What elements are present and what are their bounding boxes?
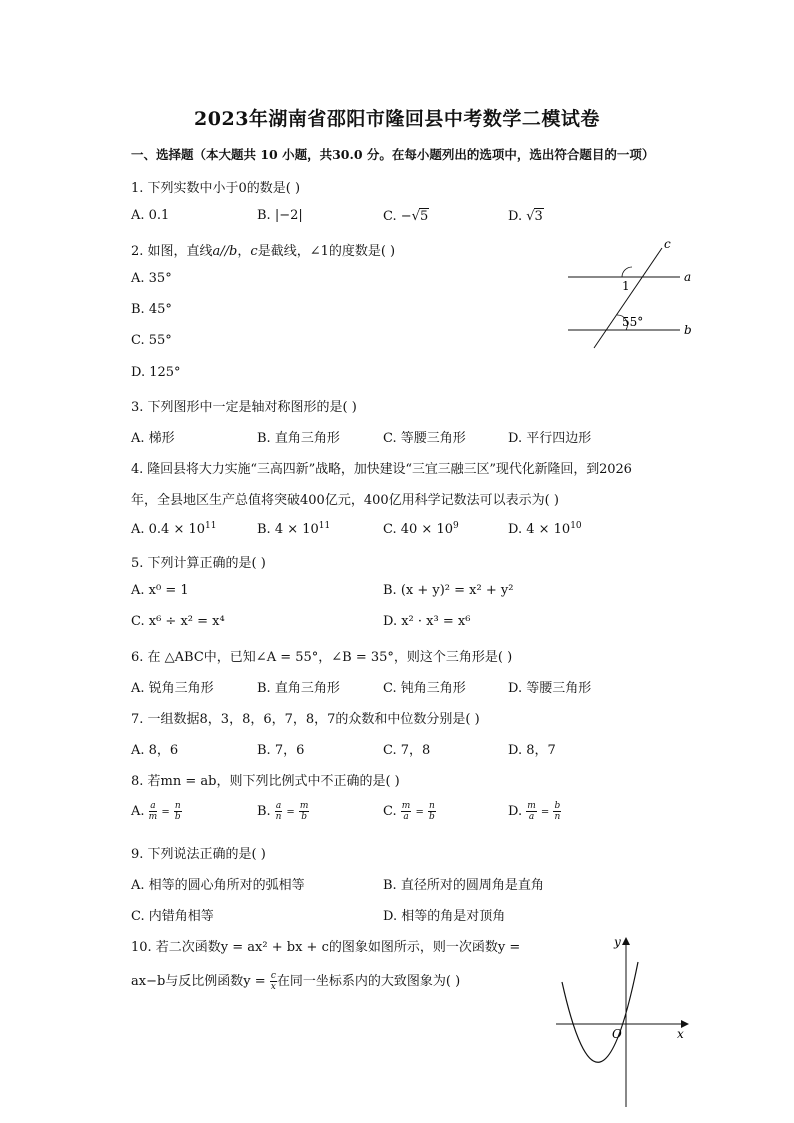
q5-option-b: B. (x + y)² = x² + y² bbox=[383, 583, 514, 598]
q6-option-a: A. 锐角三角形 bbox=[131, 681, 214, 696]
q8-option-b: B. $\frac{a}{n}$ = $\frac{m}{b}$ bbox=[257, 801, 309, 822]
q2-option-b: B. 45° bbox=[131, 302, 172, 317]
parabola-figure bbox=[552, 932, 697, 1112]
question-9-stem: 9. 下列说法正确的是( ) bbox=[131, 847, 266, 862]
q2-option-c: C. 55° bbox=[131, 333, 172, 348]
q3-option-b: B. 直角三角形 bbox=[257, 431, 340, 446]
label-c: c bbox=[664, 237, 671, 251]
q9-option-c: C. 内错角相等 bbox=[131, 909, 214, 924]
q1-option-b: B. |−2| bbox=[257, 208, 303, 223]
q1-option-c: C. −√5 bbox=[383, 209, 429, 224]
question-10-line-1: 10. 若二次函数y = ax² + bx + c的图象如图所示，则一次函数y = bbox=[131, 940, 521, 955]
q2-option-d: D. 125° bbox=[131, 365, 181, 380]
q6-option-b: B. 直角三角形 bbox=[257, 681, 340, 696]
question-6-stem: 6. 在 △ABC中，已知∠A = 55°，∠B = 35°，则这个三角形是( ) bbox=[131, 650, 513, 665]
label-x: x bbox=[677, 1027, 684, 1041]
parabola-curve bbox=[562, 962, 638, 1062]
label-a: a bbox=[684, 270, 692, 284]
label-angle-1: 1 bbox=[622, 279, 630, 293]
q5-option-d: D. x² · x³ = x⁶ bbox=[383, 614, 471, 629]
q3-option-d: D. 平行四边形 bbox=[508, 431, 592, 446]
q9-option-b: B. 直径所对的圆周角是直角 bbox=[383, 878, 544, 893]
question-3-stem: 3. 下列图形中一定是轴对称图形的是( ) bbox=[131, 400, 357, 415]
q7-option-a: A. 8，6 bbox=[131, 743, 179, 758]
q3-option-a: A. 梯形 bbox=[131, 431, 175, 446]
q1-option-a: A. 0.1 bbox=[131, 208, 170, 223]
q4-option-c: C. $40 \times 10^9$ bbox=[383, 521, 459, 537]
line-c bbox=[594, 248, 662, 348]
page-title: 2023年湖南省邵阳市隆回县中考数学二模试卷 bbox=[194, 108, 600, 130]
q8-option-a: A. $\frac{a}{m}$ = $\frac{n}{b}$ bbox=[131, 801, 181, 822]
q5-option-a: A. x⁰ = 1 bbox=[131, 583, 189, 598]
q7-option-d: D. 8，7 bbox=[508, 743, 556, 758]
q4-option-d: D. $4 \times 10^{10}$ bbox=[508, 521, 582, 537]
q7-option-c: C. 7，8 bbox=[383, 743, 431, 758]
q9-option-a: A. 相等的圆心角所对的弧相等 bbox=[131, 878, 305, 893]
section-heading: 一、选择题（本大题共 10 小题，共30.0 分。在每小题列出的选项中，选出符合题目的一项） bbox=[131, 147, 655, 162]
q4-option-a: A. $0.4 \times 10^{11}$ bbox=[131, 521, 217, 537]
label-angle-55: 55° bbox=[622, 315, 644, 329]
question-10-line-2: ax−b与反比例函数y = $\frac{c}{x}$ 在同一坐标系内的大致图象为( ) bbox=[131, 971, 461, 992]
angle-1-arc bbox=[622, 267, 632, 277]
q6-option-c: C. 钝角三角形 bbox=[383, 681, 466, 696]
question-2-stem: 2. 如图，直线a//b，c是截线，∠1的度数是( ) bbox=[131, 244, 396, 259]
question-7-stem: 7. 一组数据8，3，8，6，7，8，7的众数和中位数分别是( ) bbox=[131, 712, 480, 727]
q3-option-c: C. 等腰三角形 bbox=[383, 431, 466, 446]
label-origin: O bbox=[612, 1027, 622, 1041]
question-4-line-1: 4. 隆回县将大力实施“三高四新”战略，加快建设“三宜三融三区”现代化新隆回，到2026 bbox=[131, 462, 632, 477]
question-5-stem: 5. 下列计算正确的是( ) bbox=[131, 556, 266, 571]
question-4-line-2: 年，全县地区生产总值将突破400亿元，400亿用科学记数法可以表示为( ) bbox=[131, 493, 559, 508]
question-8-stem: 8. 若mn = ab，则下列比例式中不正确的是( ) bbox=[131, 774, 400, 789]
q7-option-b: B. 7，6 bbox=[257, 743, 305, 758]
sqrt-icon: √ bbox=[526, 209, 535, 224]
q6-option-d: D. 等腰三角形 bbox=[508, 681, 592, 696]
q9-option-d: D. 相等的角是对顶角 bbox=[383, 909, 506, 924]
q8-option-c: C. $\frac{m}{a}$ = $\frac{n}{b}$ bbox=[383, 801, 435, 822]
q4-option-b: B. $4 \times 10^{11}$ bbox=[257, 521, 331, 537]
sqrt-icon: √ bbox=[411, 209, 420, 224]
label-b: b bbox=[684, 323, 692, 337]
q8-option-d: D. $\frac{m}{a}$ = $\frac{b}{n}$ bbox=[508, 801, 561, 822]
parallel-lines-figure bbox=[560, 236, 710, 351]
q1-option-d: D. √3 bbox=[508, 209, 543, 224]
question-1-stem: 1. 下列实数中小于0的数是( ) bbox=[131, 181, 301, 196]
label-y: y bbox=[614, 935, 621, 949]
q2-option-a: A. 35° bbox=[131, 271, 172, 286]
q5-option-c: C. x⁶ ÷ x² = x⁴ bbox=[131, 614, 225, 629]
